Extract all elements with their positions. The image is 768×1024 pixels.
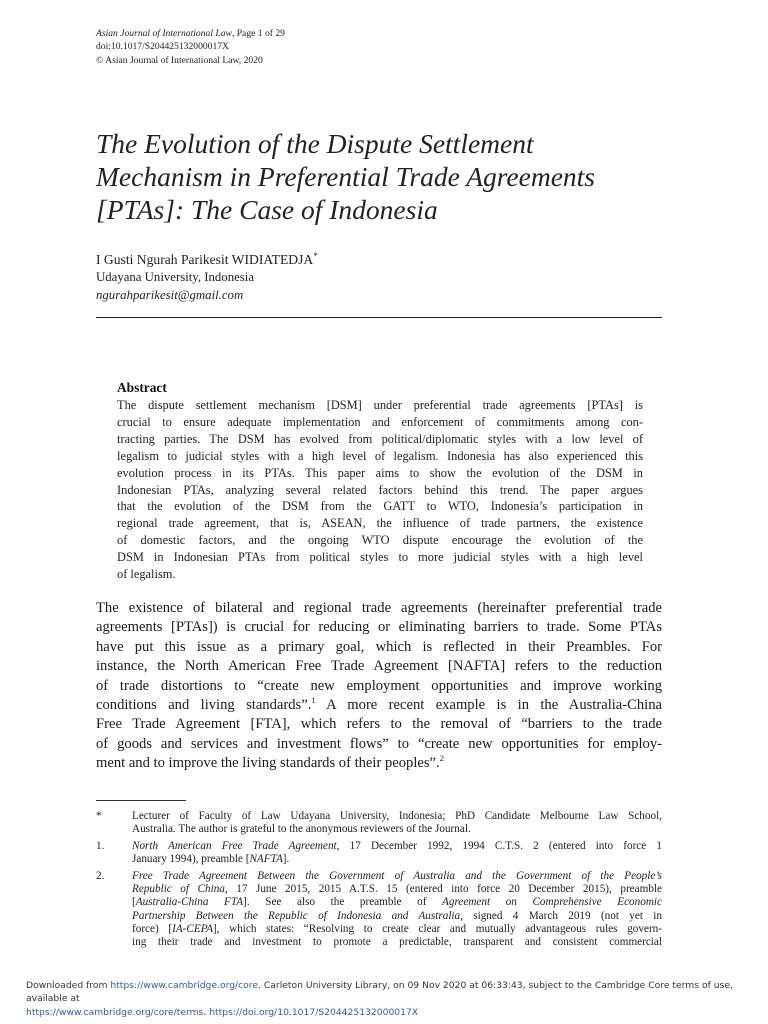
body-line: Free Trade Agreement [FTA], which refers to the removal of “barriers to the trade	[96, 716, 662, 733]
footnote-text	[132, 840, 662, 866]
footnote-mark: 1.	[96, 840, 105, 852]
footnote-line: force) [IA-CEPA], which states: “Resolving to create clear and mutually advantageous rules govern-	[132, 922, 662, 935]
page-info: , Page 1 of 29	[231, 28, 285, 39]
abstract-line: of legalism.	[117, 567, 176, 582]
abstract-line: The dispute settlement mechanism [DSM] under preferential trade agreements [PTAs] is	[117, 398, 643, 412]
footnote-line: Republic of China, 17 June 2015, 2015 A.T.S. 15 (entered into force 20 December 2015), preamble	[132, 883, 662, 896]
footnote-line: Partnership Between the Republic of Indonesia and Australia, signed 4 March 2019 (not yet in	[132, 909, 662, 922]
body-line: agreements [PTAs]) is crucial for reducing or eliminating barriers to trade. Some PTAs	[96, 619, 662, 636]
author-name: I Gusti Ngurah Parikesit WIDIATEDJA*	[96, 251, 318, 267]
author-affiliation: Udayana University, Indonesia	[96, 270, 255, 284]
footer-prefix: Downloaded from	[26, 980, 111, 991]
abstract-heading: Abstract	[117, 380, 167, 395]
title-line: [PTAs]: The Case of Indonesia	[96, 194, 438, 225]
footnote-mark: 2.	[96, 870, 105, 882]
abstract-line: DSM in Indonesian PTAs from political styles to more judicial styles with a high level	[117, 550, 643, 565]
abstract-line: legalism to judicial styles with a high level of legalism. Indonesia has also experienced this	[117, 448, 643, 463]
abstract-line: crucial to ensure adequate implementation and enforcement of commitments among con-	[117, 414, 643, 429]
footnote-line: ing their trade and investment to promote a predictable, transparent and consistent commercial	[132, 936, 662, 949]
body-paragraph	[96, 599, 662, 774]
body-line: of goods and services and investment flows” to “create new opportunities for employ-	[96, 735, 662, 752]
footnote-line: North American Free Trade Agreement, 17 December 1992, 1994 C.T.S. 2 (entered into force 1	[132, 840, 662, 852]
abstract-line: of domestic factors, and the ongoing WTO dispute encourage the evolution of the	[117, 533, 643, 548]
footnote-line: Lecturer of Faculty of Law Udayana University, Indonesia; PhD Candidate Melbourne Law School,	[132, 810, 662, 822]
body-line: conditions and living standards”.$^1$ A more recent example is in the Australia-China	[96, 695, 663, 714]
footnote-divider	[96, 800, 186, 801]
abstract-body	[117, 397, 643, 583]
footer-middle: . Carleton University Library, on 09 Nov 2020 at 06:33:43, subject to the Cambridge Core terms of use, available at	[26, 980, 733, 1005]
abstract-line: Indonesian PTAs, analyzing several related factors behind this trend. The paper argues	[117, 482, 643, 497]
body-line: The existence of bilateral and regional trade agreements (hereinafter preferential trade	[96, 600, 662, 616]
footnote-line: Australia. The author is grateful to the anonymous reviewers of the Journal.	[132, 823, 471, 836]
doi: doi:10.1017/S204425132000017X	[96, 41, 229, 53]
article-title	[96, 127, 686, 226]
footnote-line: January 1994), preamble [NAFTA].	[132, 853, 290, 866]
footnote-text	[132, 810, 662, 836]
terms-link[interactable]: https://www.cambridge.org/core/terms	[26, 1006, 204, 1018]
footnote-mark: *	[96, 810, 102, 822]
body-line: instance, the North American Free Trade Agreement [NAFTA] refers to the reduction	[96, 658, 662, 675]
abstract-line: regional trade agreement, that is, ASEAN, the influence of trade partners, the existence	[117, 516, 643, 531]
abstract-line: evolution process in its PTAs. This paper aims to show the evolution of the DSM in	[117, 465, 643, 480]
body-line: have put this issue as a primary goal, which is reflected in their Preambles. For	[96, 638, 662, 655]
footnote-line: Free Trade Agreement Between the Government of Australia and the Government of the People’s	[132, 870, 662, 882]
core-link[interactable]: https://www.cambridge.org/core	[110, 980, 259, 991]
copyright: © Asian Journal of International Law, 2020	[96, 54, 263, 66]
download-footer: Downloaded from https://www.cambridge.org/core. Carleton University Library, on 09 Nov 2020 at 06:33:43, subject to the Cambridge Core terms of use, available at https://www.cambridge.org/core/terms. https://doi.org/10.1017/S204425132000017X	[26, 980, 733, 1018]
doi-link[interactable]: https://doi.org/10.1017/S204425132000017X	[209, 1006, 419, 1018]
footnote-text	[132, 870, 662, 949]
footnote-line: [Australia-China FTA]. See also the preamble of Agreement on Comprehensive Economic	[132, 896, 662, 909]
author-email[interactable]: ngurahparikesit@gmail.com	[96, 288, 244, 302]
title-line: Mechanism in Preferential Trade Agreements	[96, 161, 595, 192]
footnote-ref[interactable]: 2	[439, 753, 444, 764]
author-note-mark[interactable]: *	[313, 251, 318, 261]
journal-header	[96, 27, 285, 67]
abstract-line: that the evolution of the DSM from the GATT to WTO, Indonesia’s participation in	[117, 499, 643, 514]
abstract-line: tracting parties. The DSM has evolved from political/diplomatic styles with a low level of	[117, 431, 643, 446]
title-divider	[96, 317, 662, 318]
footnote-ref[interactable]: 1	[311, 695, 316, 706]
title-line: The Evolution of the Dispute Settlement	[96, 128, 534, 159]
body-line: of trade distortions to “create new employment opportunities and improve working	[96, 677, 662, 694]
journal-name: Asian Journal of International Law	[96, 28, 232, 39]
body-line: ment and to improve the living standards of their peoples”.$^2$	[96, 753, 444, 772]
journal-page-line	[96, 27, 285, 40]
